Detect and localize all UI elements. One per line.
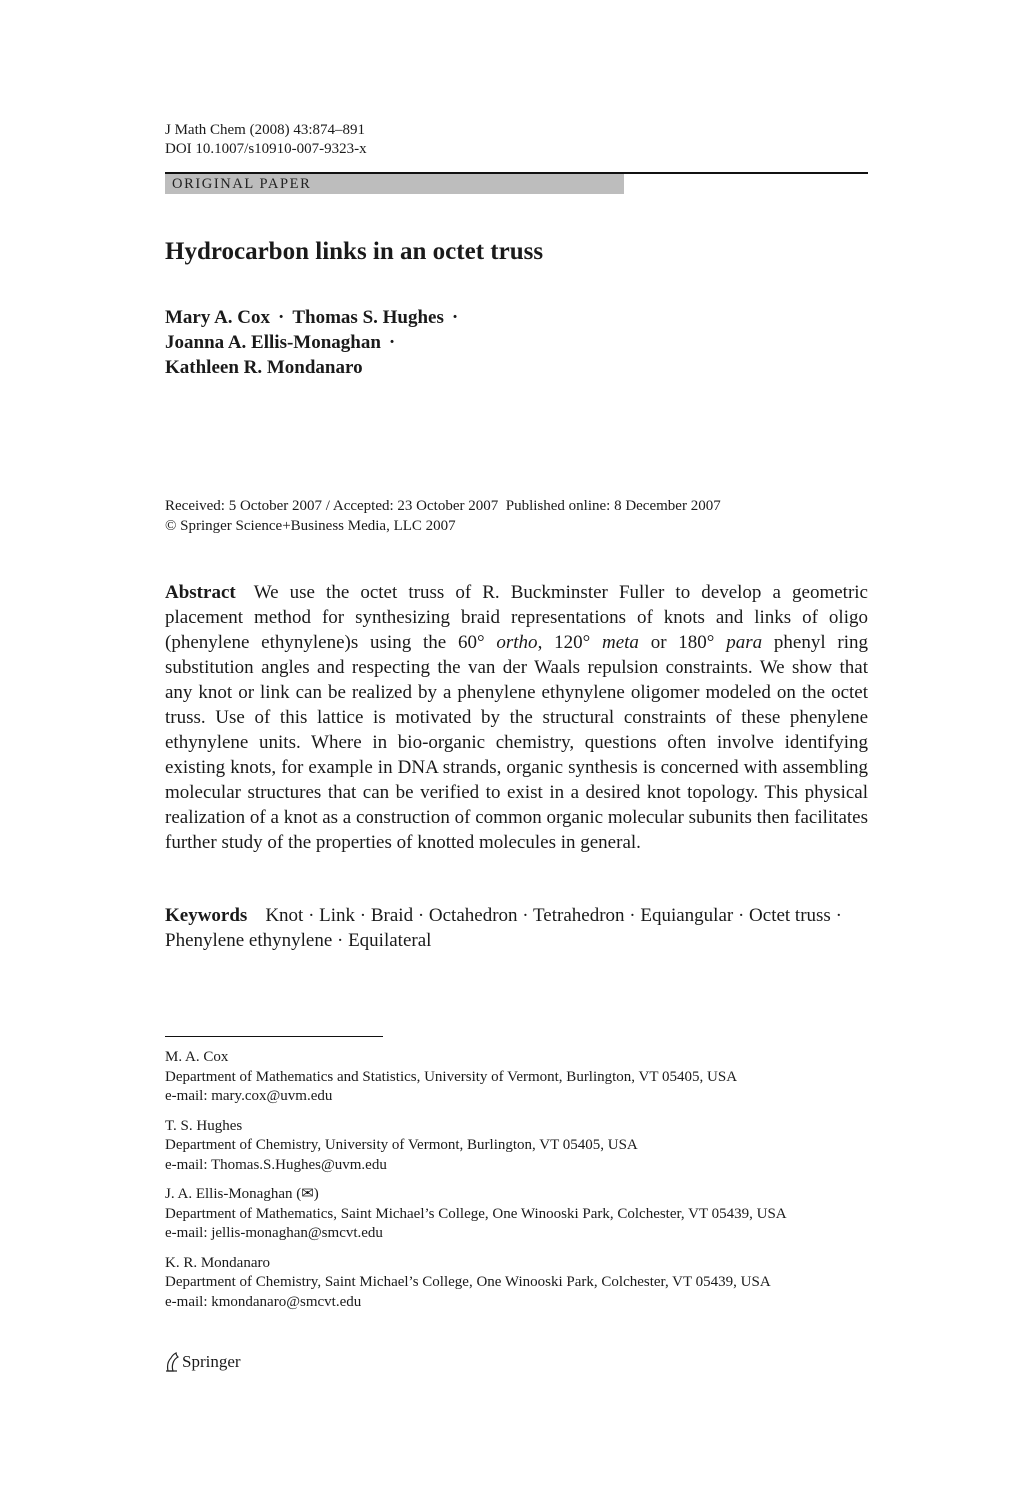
author-list bbox=[165, 305, 466, 380]
affiliation-dept: Department of Mathematics and Statistics, University of Vermont, Burlington, VT 05405, USA bbox=[165, 1068, 738, 1085]
affiliation-item bbox=[165, 1048, 787, 1107]
journal-doi: DOI 10.1007/s10910-007-9323-x bbox=[165, 141, 367, 157]
affiliation-item bbox=[165, 1185, 787, 1244]
affiliations bbox=[165, 1048, 787, 1322]
journal-citation: J Math Chem (2008) 43:874–891 bbox=[165, 122, 365, 138]
copyright-line: © Springer Science+Business Media, LLC 2007 bbox=[165, 518, 456, 534]
abstract-text: or 180° bbox=[638, 632, 727, 653]
affiliation-item bbox=[165, 1117, 787, 1176]
author-name: Joanna A. Ellis-Monaghan bbox=[165, 332, 381, 353]
paper-title: Hydrocarbon links in an octet truss bbox=[165, 238, 544, 265]
affiliation-email: e-mail: kmondanaro@smcvt.edu bbox=[165, 1293, 362, 1310]
author-name: Kathleen R. Mondanaro bbox=[165, 357, 363, 378]
abstract-term-meta: meta bbox=[601, 632, 639, 653]
affiliation-name: K. R. Mondanaro bbox=[165, 1254, 270, 1271]
affiliation-name: J. A. Ellis-Monaghan (✉) bbox=[165, 1186, 319, 1202]
author-line-3 bbox=[165, 355, 466, 380]
section-label: ORIGINAL PAPER bbox=[165, 174, 624, 194]
abstract-label: Abstract bbox=[165, 582, 236, 603]
author-line-2 bbox=[165, 330, 466, 355]
publication-dates bbox=[165, 496, 721, 536]
section-header bbox=[165, 172, 868, 194]
affiliation-name: T. S. Hughes bbox=[165, 1117, 243, 1134]
abstract-term-ortho: ortho bbox=[496, 632, 538, 653]
affiliation-email: e-mail: jellis-monaghan@smcvt.edu bbox=[165, 1225, 383, 1241]
author-separator: · bbox=[451, 307, 459, 328]
abstract-text: , 120° bbox=[537, 632, 602, 653]
author-separator: · bbox=[278, 307, 285, 328]
journal-header bbox=[165, 121, 367, 159]
affiliation-name: M. A. Cox bbox=[165, 1049, 229, 1065]
author-line-1 bbox=[165, 305, 466, 330]
affiliation-dept: Department of Chemistry, University of Vermont, Burlington, VT 05405, USA bbox=[165, 1137, 638, 1153]
abstract-term-para: para bbox=[726, 632, 763, 653]
date-history: Received: 5 October 2007 / Accepted: 23 October 2007 Published online: 8 December 2007 bbox=[165, 498, 721, 514]
publisher-footer bbox=[165, 1352, 241, 1372]
affiliation-dept: Department of Chemistry, Saint Michael’s College, One Winooski Park, Colchester, VT 05439, USA bbox=[165, 1274, 771, 1290]
affiliation-dept: Department of Mathematics, Saint Michael’s College, One Winooski Park, Colchester, VT 05439, USA bbox=[165, 1205, 787, 1222]
affiliation-email: e-mail: Thomas.S.Hughes@uvm.edu bbox=[165, 1156, 387, 1173]
keywords bbox=[165, 903, 868, 953]
affiliation-email: e-mail: mary.cox@uvm.edu bbox=[165, 1088, 333, 1104]
affiliation-item bbox=[165, 1254, 787, 1313]
abstract-text: phenyl ring substitution angles and respecting the van der Waals repulsion constraints. We show that any knot or link can be realized by a phenylene ethynylene oligomer modeled on the octet truss. Use of this lattice is motivated by the structural constraints of these phenylene ethynylene units. Where in bio-organic chemistry, questions often involve identifying existing knots, for example in DNA strands, organic synthesis is concerned with assembling molecular structures that can be verified to exist in a desired knot topology. This physical realization of a knot as a construction of common organic molecular subunits then facilitates further study of the properties of knotted molecules in general. bbox=[165, 632, 868, 853]
author-name: Mary A. Cox bbox=[165, 307, 271, 328]
keywords-text: Knot · Link · Braid · Octahedron · Tetrahedron · Equiangular · Octet truss · Phenylene ethynylene · Equilateral bbox=[165, 905, 842, 951]
springer-horse-icon bbox=[165, 1352, 179, 1372]
publisher-name: Springer bbox=[182, 1352, 241, 1371]
author-name: Thomas S. Hughes bbox=[292, 307, 444, 328]
abstract-text: We use the octet truss of R. Buckminster Fuller to develop a geometric placement method for synthesizing braid representations of knots and links of oligo (phenylene ethynylene)s using the 60° bbox=[165, 582, 868, 653]
author-separator: · bbox=[388, 332, 396, 353]
keywords-label: Keywords bbox=[165, 905, 248, 926]
footnote-rule bbox=[165, 1036, 383, 1037]
abstract bbox=[165, 580, 868, 855]
